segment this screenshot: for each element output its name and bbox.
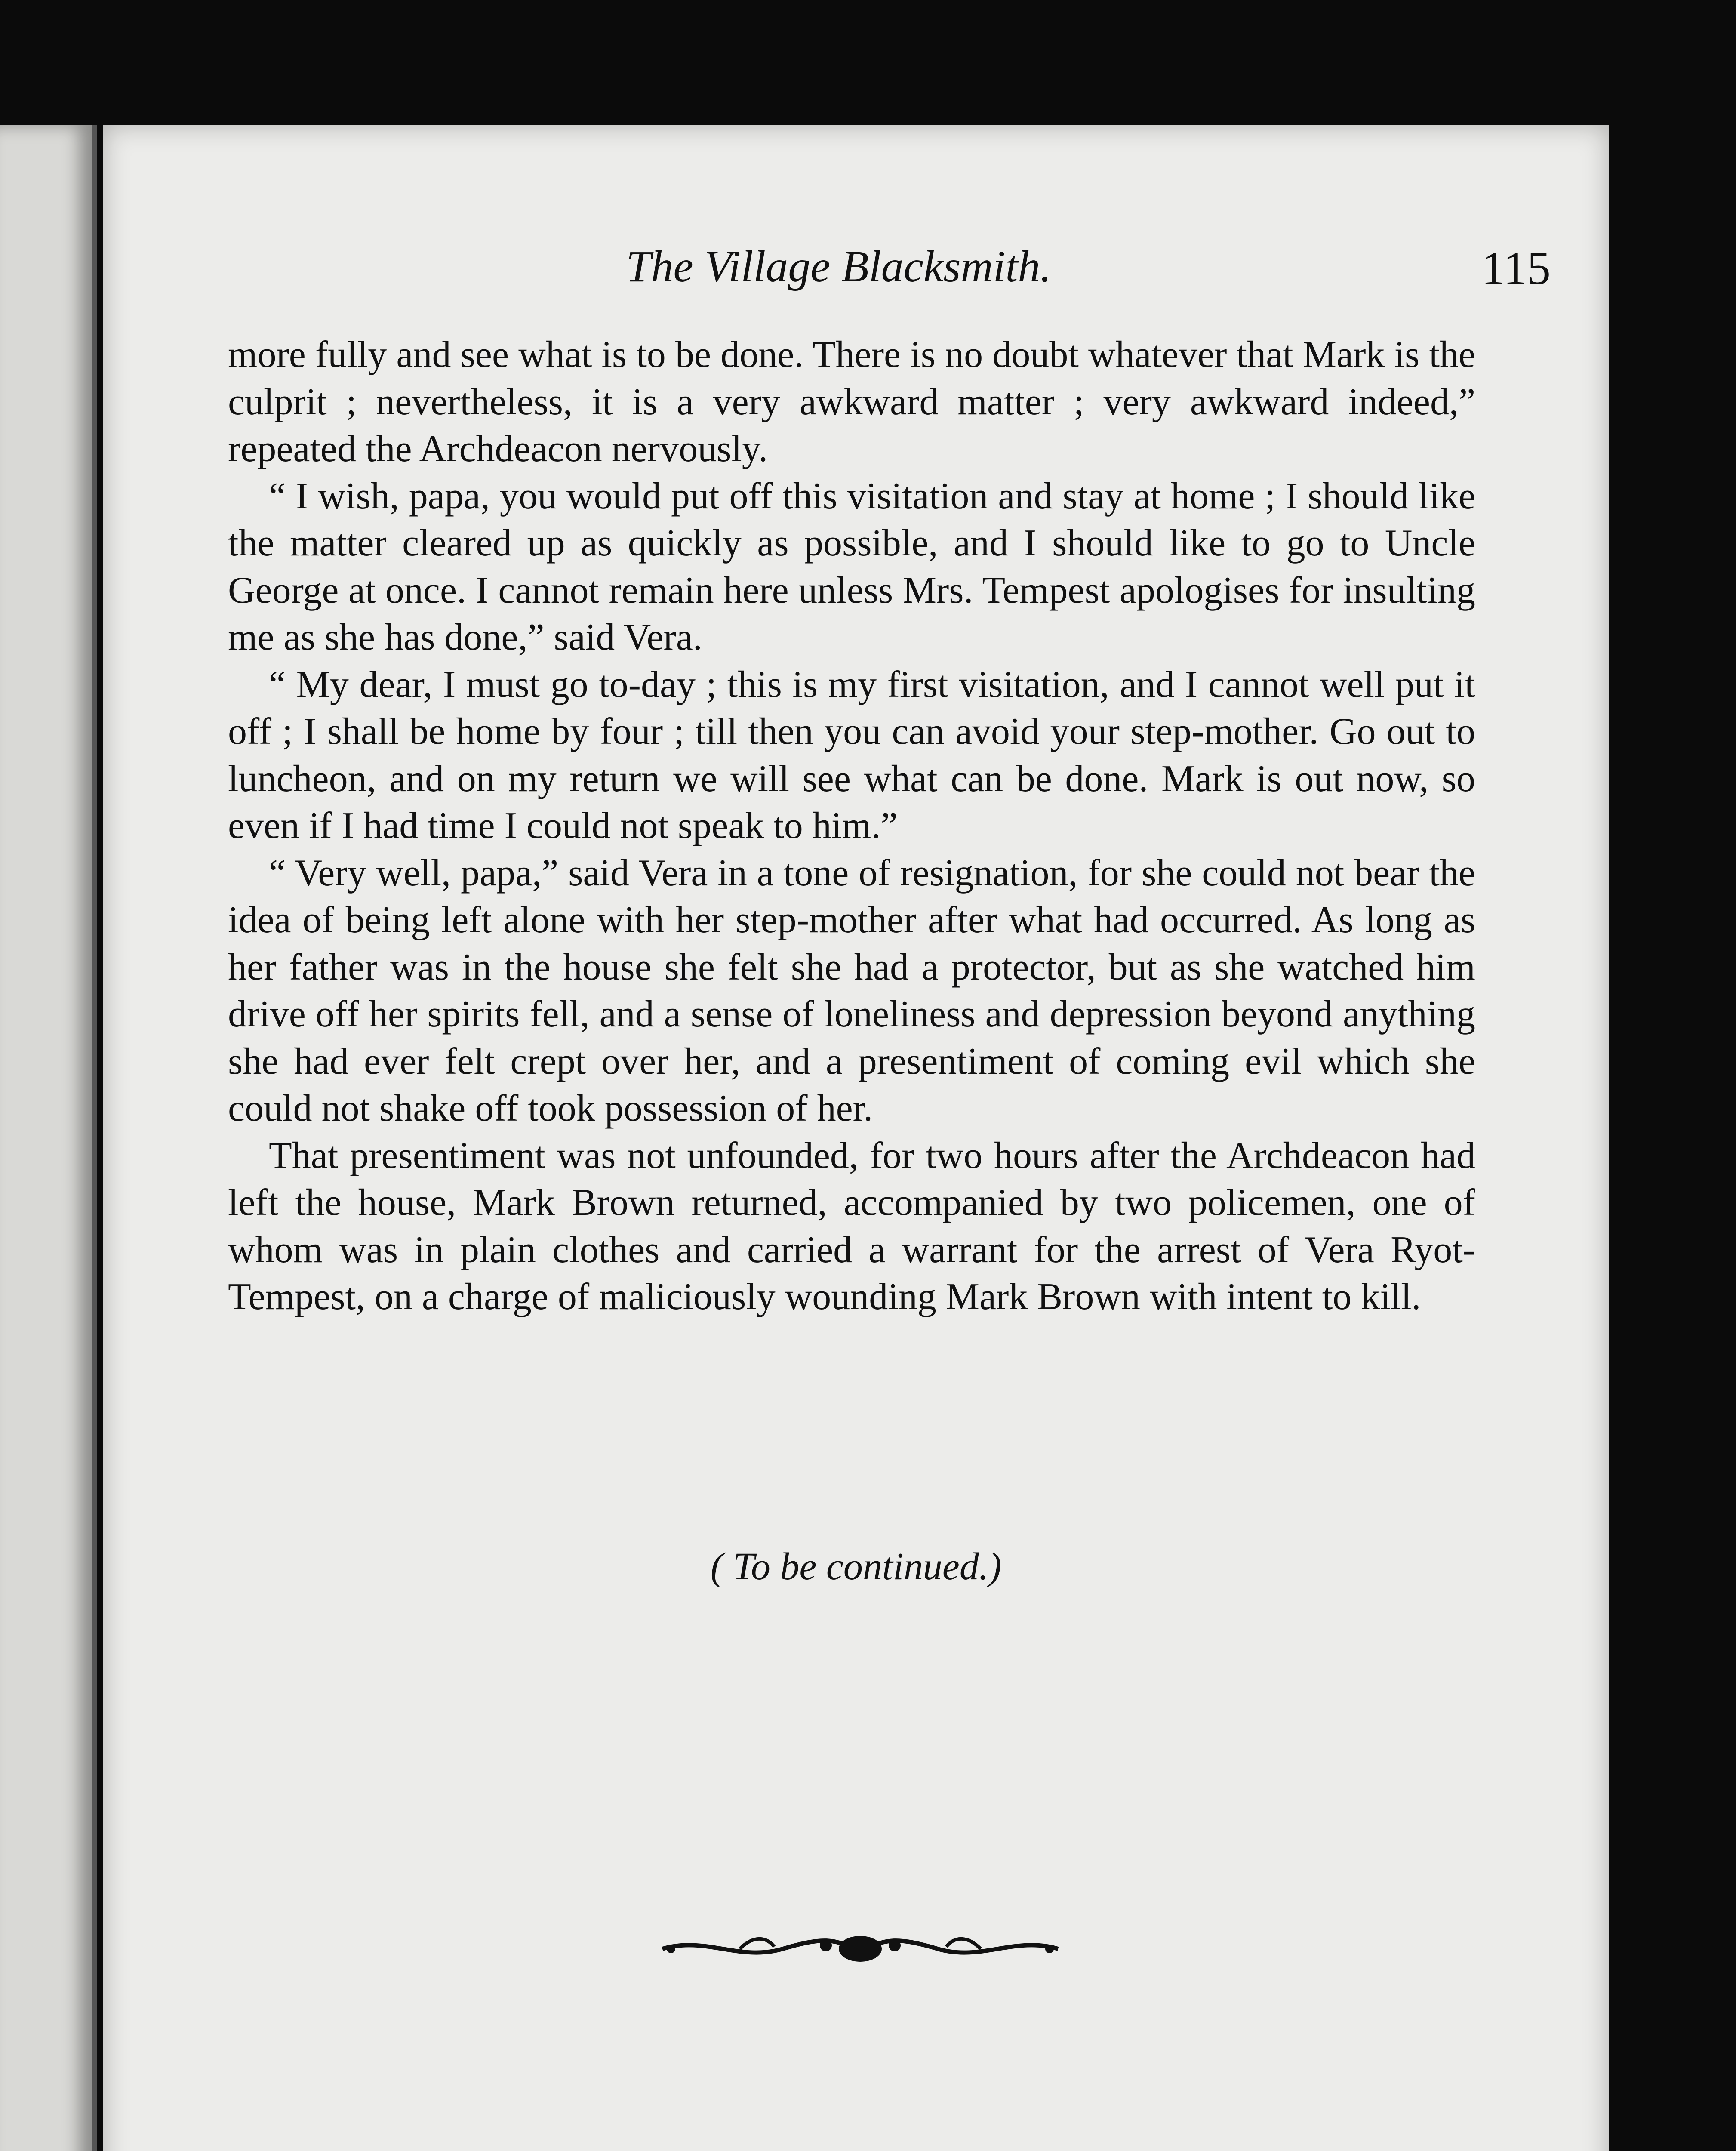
body-text bbox=[228, 331, 1475, 1321]
book-page bbox=[103, 125, 1609, 2151]
paragraph: “ I wish, papa, you would put off this visitation and stay at home ; I should like the matter cleared up as quickly as possible, and I should like to go to Uncle George at once. I cannot remain here unless Mrs. Tempest apologises for insulting me as she has done,” said Vera. bbox=[228, 475, 1475, 658]
running-title: The Village Blacksmith. bbox=[626, 242, 1052, 291]
paragraph: “ My dear, I must go to-day ; this is my first visitation, and I cannot well put it off ; I shall be home by four ; till then you can avoid your step-mother. Go out to luncheon, and on my return we will see what can be done. Mark is out now, so even if I had time I could not speak to him.” bbox=[228, 663, 1475, 847]
to-be-continued: ( To be continued.) bbox=[710, 1545, 1002, 1588]
page-number: 115 bbox=[1481, 242, 1551, 294]
running-head bbox=[103, 241, 1609, 310]
paragraph: That presentiment was not unfounded, for two hours after the Archdeacon had left the house, Mark Brown returned, accompanied by two policemen, one of whom was in plain clothes and carried a warrant for the arrest of Vera Ryot-Tempest, on a charge of maliciously wounding Mark Brown with intent to kill. bbox=[228, 1134, 1475, 1318]
paragraph: more fully and see what is to be done. There is no doubt whatever that Mark is the culprit ; nevertheless, it is a very awkward matter ; very awkward indeed,” repeated the Archdeacon nervously. bbox=[228, 334, 1475, 470]
left-page-edge bbox=[0, 125, 97, 2151]
paragraph: “ Very well, papa,” said Vera in a tone of resignation, for she could not bear the idea of being left alone with her step-mother after what had occurred. As long as her father was in the house she felt she had a protector, but as she watched him drive off her spirits fell, and a sense of loneliness and depression beyond anything she had ever felt crept over her, and a presentiment of coming evil which she could not shake off took possession of her. bbox=[228, 852, 1475, 1129]
scroll-flourish-icon bbox=[654, 1927, 1067, 1970]
